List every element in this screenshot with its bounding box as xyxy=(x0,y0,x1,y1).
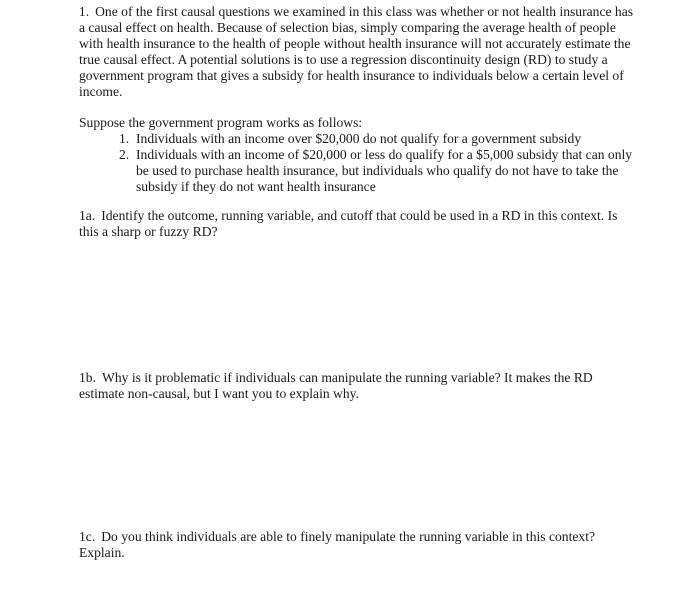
question-1a-paragraph xyxy=(79,208,639,240)
question-1c xyxy=(79,529,639,561)
program-rule-2 xyxy=(79,147,639,195)
question-number: 1. xyxy=(78,4,90,19)
rule-index: 1. xyxy=(119,131,130,146)
rule-text: Individuals with an income of $20,000 or less do qualify for a $5,000 subsidy that can only be used to purchase health insurance, but individuals who qualify do not have to take the subsidy if they do not want health insurance xyxy=(136,147,633,194)
rule-index: 2. xyxy=(119,147,130,162)
question-1-intro xyxy=(79,4,639,100)
question-1-text: One of the first causal questions we examined in this class was whether or not health insurance has a causal effect on health. Because of selection bias, simply comparing the average health of people with health insurance to the health of people without health insurance will not accurately estimate the true causal effect. A potential solutions is to use a regression discontinuity design (RD) to study a government program that gives a subsidy for health insurance to individuals below a certain level of income. xyxy=(79,4,634,99)
part-text: Why is it problematic if individuals can manipulate the running variable? It makes the RD estimate non-causal, but I want you to explain why. xyxy=(79,370,593,401)
rule-text: Individuals with an income over $20,000 do not qualify for a government subsidy xyxy=(136,131,582,146)
part-text: Identify the outcome, running variable, and cutoff that could be used in a RD in this context. Is this a sharp or fuzzy RD? xyxy=(79,208,618,239)
part-text: Do you think individuals are able to finely manipulate the running variable in this context? Explain. xyxy=(79,529,596,560)
question-1a xyxy=(79,208,639,240)
part-label: 1a. xyxy=(79,208,96,223)
question-1c-paragraph xyxy=(79,529,639,561)
part-label: 1c. xyxy=(79,529,96,544)
question-1-paragraph xyxy=(79,4,639,100)
question-1b xyxy=(79,370,639,402)
program-description xyxy=(79,115,639,195)
part-label: 1b. xyxy=(79,370,96,385)
question-1b-paragraph xyxy=(79,370,639,402)
program-rule-1 xyxy=(79,131,639,147)
program-rules-list xyxy=(79,131,639,195)
program-intro: Suppose the government program works as follows: xyxy=(79,115,363,130)
